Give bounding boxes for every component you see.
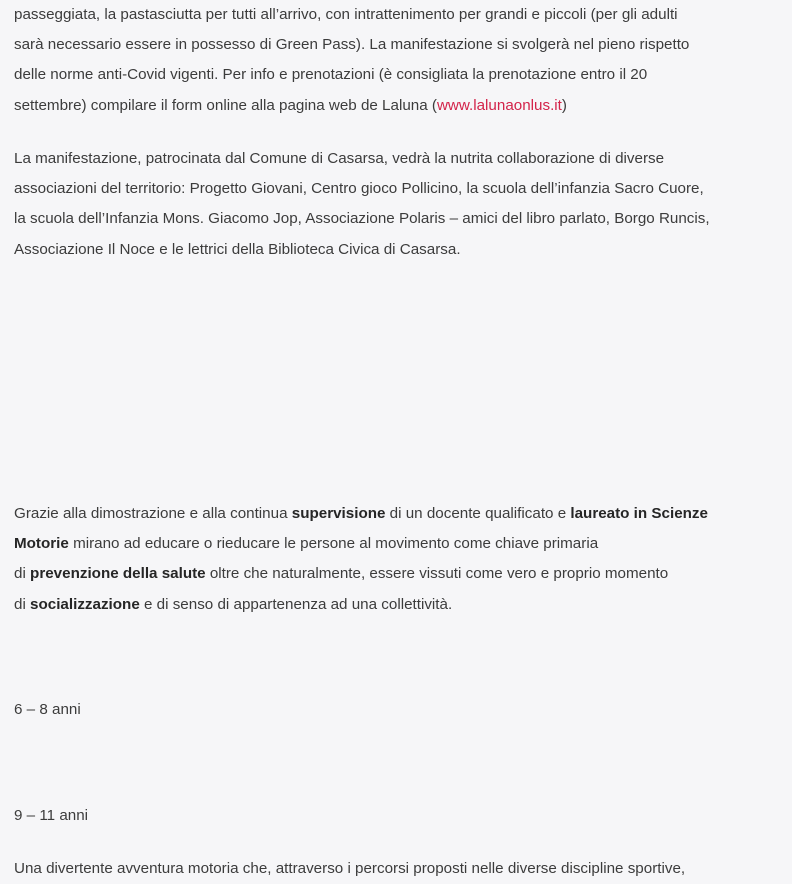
text-line: delle norme anti-Covid vigenti. Per info e prenotazioni (è consigliata la prenotazione entro il 20: [14, 66, 648, 84]
text-line: la scuola dell’Infanzia Mons. Giacomo Jop, Associazione Polaris – amici del libro parlato, Borgo Runcis,: [14, 210, 710, 228]
bold-text: laureato in Scienze: [570, 505, 708, 522]
bold-text: supervisione: [291, 505, 386, 522]
text-line: [14, 590, 792, 620]
event-info-paragraph: [14, 0, 792, 121]
text-segment: e di senso di appartenenza ad una collettività.: [139, 595, 453, 613]
activity-description-paragraph: [14, 854, 792, 884]
text-segment: di: [14, 565, 31, 583]
text-line: Associazione Il Noce e le lettrici della Biblioteca Civica di Casarsa.: [14, 240, 461, 258]
laluna-website-link[interactable]: www.lalunaonlus.it: [436, 96, 562, 114]
bold-text: socializzazione: [30, 595, 140, 613]
text-segment: oltre che naturalmente, essere vissuti come vero e proprio momento: [205, 565, 669, 583]
sponsors-paragraph: [14, 144, 792, 265]
age-group-text: 6 – 8 anni: [14, 701, 81, 718]
text-line: passeggiata, la pastasciutta per tutti all’arrivo, con intrattenimento per grandi e piccoli (per gli adulti: [14, 6, 678, 23]
text-segment: di un docente qualificato e: [385, 505, 571, 522]
text-line: La manifestazione, patrocinata dal Comune di Casarsa, vedrà la nutrita collaborazione di diverse: [14, 150, 665, 167]
text-segment: mirano ad educare o rieducare le persone al movimento come chiave primaria: [68, 535, 599, 553]
text-segment: di: [14, 595, 31, 613]
text-line: sarà necessario essere in possesso di Green Pass). La manifestazione si svolgerà nel pieno rispetto: [14, 36, 690, 54]
text-segment: settembre) compilare il form online alla pagina web de Laluna (: [14, 96, 437, 114]
program-description-paragraph: [14, 499, 792, 620]
text-segment: Grazie alla dimostrazione e alla continua: [14, 505, 292, 522]
text-line: associazioni del territorio: Progetto Giovani, Centro gioco Pollicino, la scuola dell’infanzia Sacro Cuore,: [14, 180, 704, 198]
text-line: [14, 559, 792, 589]
bold-text: Motorie: [14, 535, 69, 553]
age-group-label: [14, 695, 792, 725]
text-line-with-link: [14, 91, 792, 121]
text-line: [14, 529, 792, 559]
age-group-text: 9 – 11 anni: [14, 807, 89, 824]
bold-text: prevenzione della salute: [30, 565, 206, 583]
text-segment: ): [561, 96, 567, 114]
text-line: Una divertente avventura motoria che, attraverso i percorsi proposti nelle diverse discipline sportive,: [14, 860, 686, 877]
age-group-label: [14, 801, 792, 831]
text-line: [14, 499, 792, 529]
